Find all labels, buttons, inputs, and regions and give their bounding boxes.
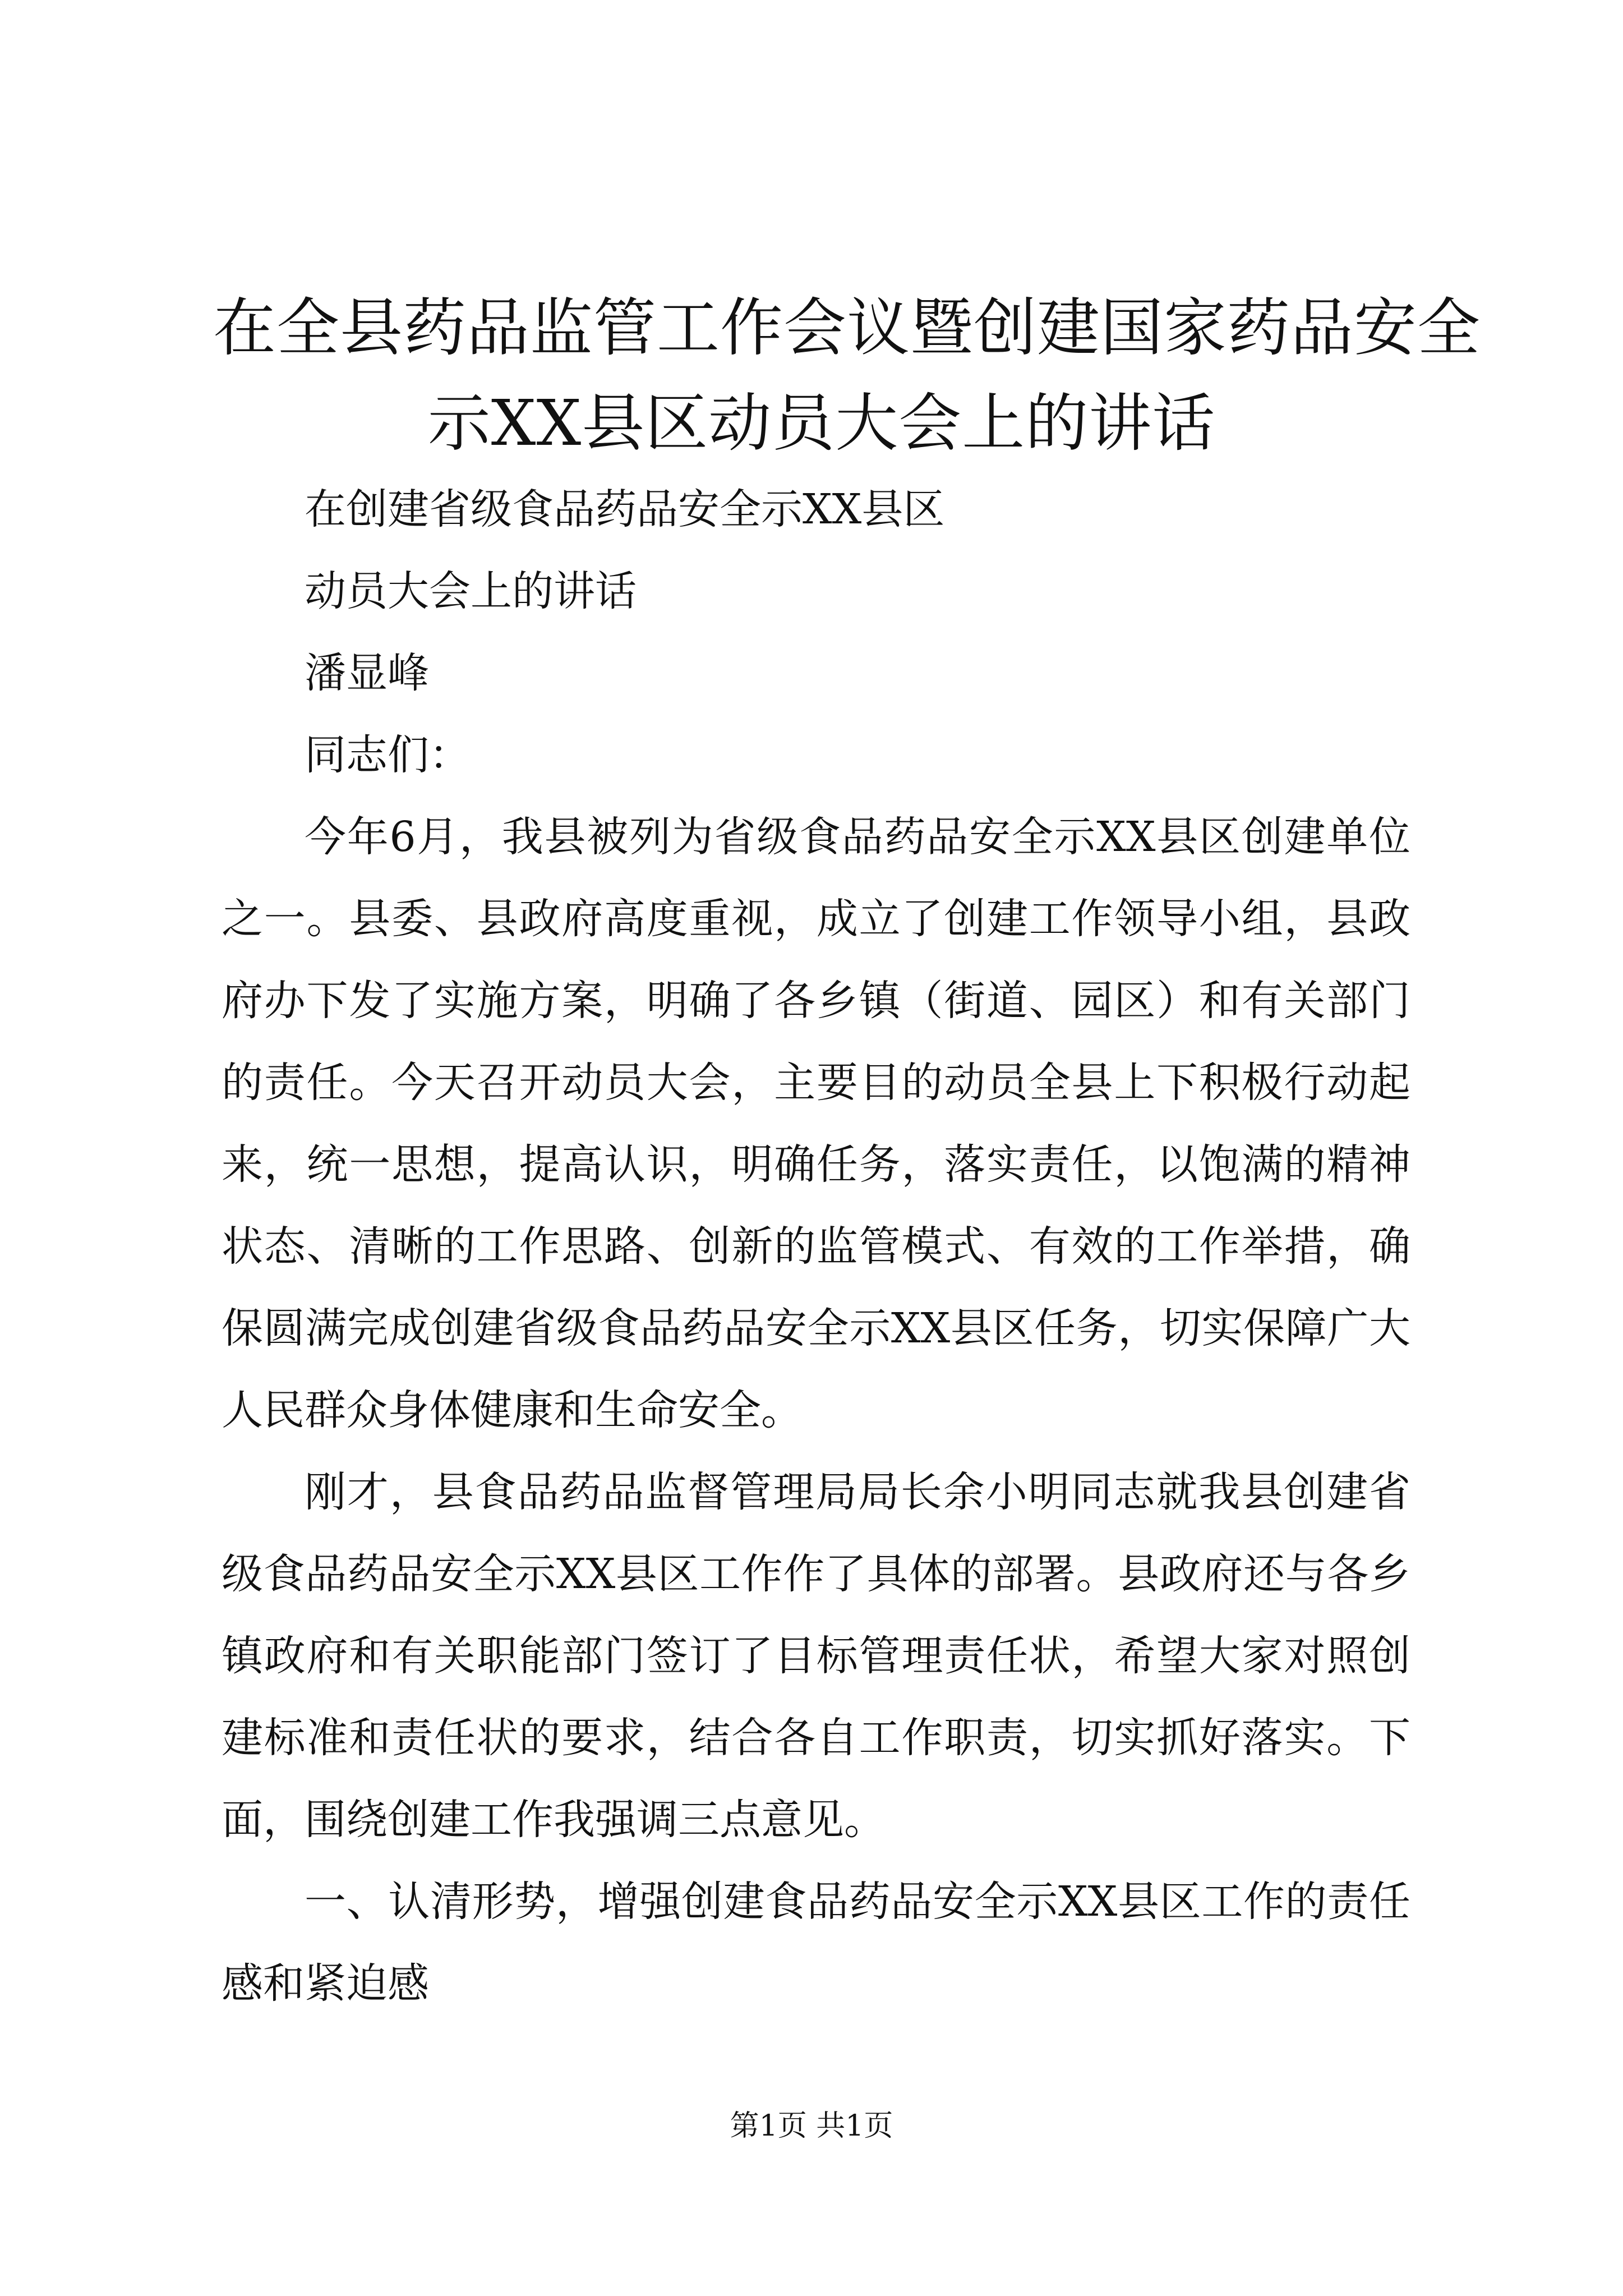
subtitle-line-1: 在创建省级食品药品安全示XX县区 — [305, 485, 945, 533]
document-title — [213, 280, 1481, 471]
document-body — [222, 468, 1410, 2024]
title-line-2: 示XX县区动员大会上的讲话 — [427, 387, 1216, 460]
subtitle-line-2: 动员大会上的讲话 — [305, 567, 637, 615]
paragraph-deployment: 刚才，县食品药品监督管理局局长余小明同志就我县创建省级食品药品安全示XX县区工作作了具体的部署。县政府还与各乡镇政府和有关职能部门签订了目标管理责任状，希望大家对照创建标准和责任状的要求，结合各自工作职责，切实抓好落实。下面，围绕创建工作我强调三点意见。 — [222, 1468, 1410, 1844]
speaker-name: 潘显峰 — [305, 649, 429, 697]
title-line-1: 在全县药品监管工作会议暨创建国家药品安全 — [213, 292, 1481, 365]
paragraph-intro: 今年6月，我县被列为省级食品药品安全示XX县区创建单位之一。县委、县政府高度重视，成立了创建工作领导小组，县政府办下发了实施方案，明确了各乡镇（街道、园区）和有关部门的责任。今天召开动员大会，主要目的动员全县上下积极行动起来，统一思想，提高认识，明确任务，落实责任，以饱满的精神状态、清晰的工作思路、创新的监管模式、有效的工作举措，确保圆满完成创建省级食品药品安全示XX县区任务，切实保障广大人民群众身体健康和生命安全。 — [222, 813, 1410, 1434]
section-heading-1: 一、认清形势，增强创建食品药品安全示XX县区工作的责任感和紧迫感 — [222, 1878, 1410, 2008]
salutation: 同志们： — [305, 731, 471, 779]
page-footer: 第1页 共1页 — [730, 2109, 893, 2143]
